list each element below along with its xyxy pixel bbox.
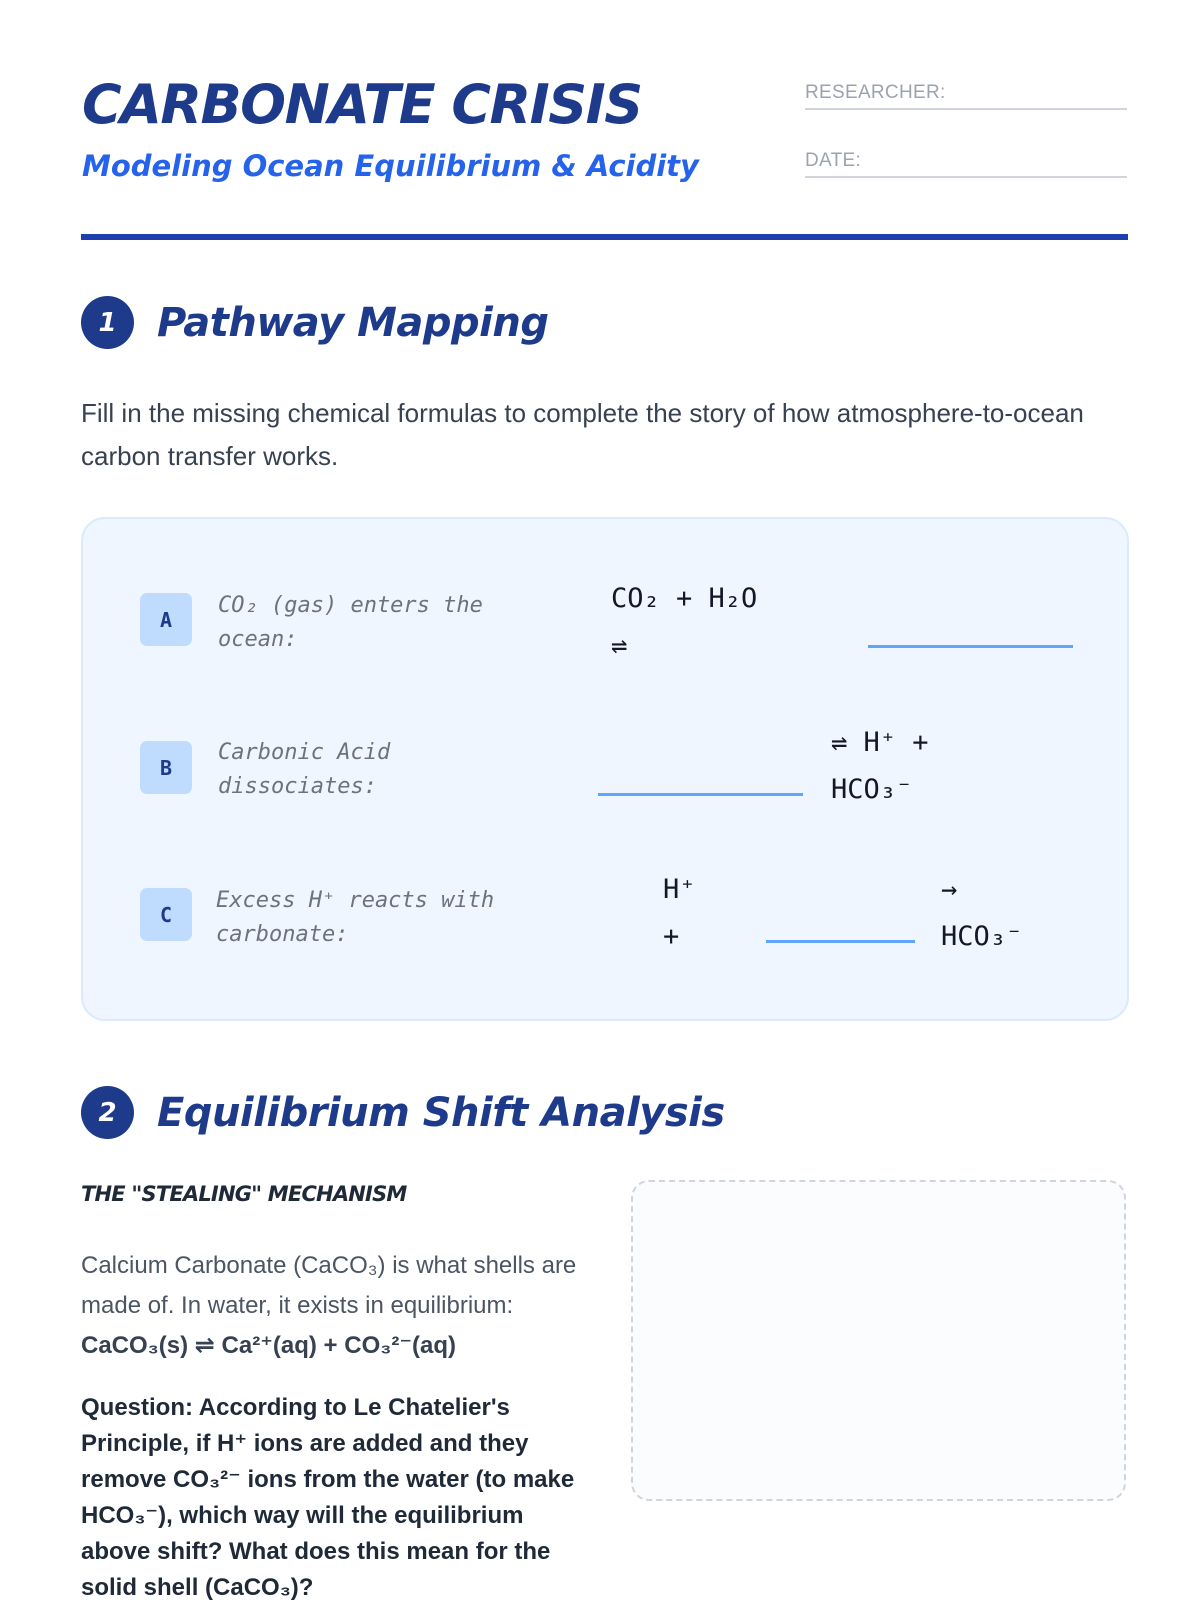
equation-a-arrow: ⇌: [611, 630, 628, 661]
page-title: CARBONATE CRISIS: [82, 73, 642, 136]
pathway-box: [81, 517, 1129, 1021]
mechanism-equation: CaCO₃(s) ⇌ Ca²⁺(aq) + CO₃²⁻(aq): [81, 1332, 456, 1359]
date-label: DATE:: [805, 150, 862, 171]
section-number-badge: 2: [81, 1086, 134, 1139]
answer-box[interactable]: [631, 1180, 1126, 1501]
section-title: Pathway Mapping: [157, 299, 549, 346]
equation-a: [611, 575, 757, 669]
researcher-field[interactable]: [805, 82, 1127, 110]
blank-a[interactable]: [868, 645, 1073, 648]
equation-c-arrow: →: [941, 874, 958, 905]
row-letter-a: A: [140, 593, 192, 646]
analysis-question: Question: According to Le Chatelier's Principle, if H⁺ ions are added and they remove CO₃²⁻ ions from the water (to make HCO₃⁻), which way will the equilibrium above shift? What does this mean for the solid shell (CaCO₃)?: [81, 1394, 575, 1601]
pathway-instructions: Fill in the missing chemical formulas to complete the story of how atmosphere-to-ocean carbon transfer works.: [81, 398, 1084, 471]
section-title: Equilibrium Shift Analysis: [157, 1089, 725, 1136]
row-label-c: Excess H⁺ reacts with carbonate:: [216, 888, 495, 947]
blank-c[interactable]: [766, 940, 915, 943]
equation-b-bicarbonate: HCO₃⁻: [831, 774, 913, 805]
equation-c-left: [663, 866, 696, 960]
researcher-label: RESEARCHER:: [805, 82, 946, 103]
blank-b[interactable]: [598, 793, 803, 796]
section-number-badge: 1: [81, 296, 134, 349]
equation-c-product: HCO₃⁻: [941, 921, 1023, 952]
row-letter-b: B: [140, 741, 192, 794]
row-label-b: Carbonic Acid dissociates:: [218, 740, 391, 799]
equation-c-right: [941, 866, 1022, 960]
mechanism-text: Calcium Carbonate (CaCO₃) is what shells are made of. In water, it exists in equilibrium:: [81, 1252, 577, 1319]
mechanism-label: THE "STEALING" MECHANISM: [81, 1182, 407, 1206]
equation-c-hydrogen: H⁺: [663, 874, 696, 905]
date-field[interactable]: [805, 150, 1127, 178]
equation-c-plus: +: [663, 921, 680, 952]
header-divider: [81, 234, 1128, 240]
equation-b-arrow-products: ⇌ H⁺ +: [831, 727, 929, 758]
row-letter-c: C: [140, 888, 192, 941]
section-pathway-heading: [81, 296, 548, 349]
equation-b: [831, 719, 929, 813]
page-subtitle: Modeling Ocean Equilibrium & Acidity: [82, 149, 699, 183]
row-label-a: CO₂ (gas) enters the ocean:: [218, 593, 483, 652]
section-equilibrium-heading: [81, 1086, 725, 1139]
equation-a-reactants: CO₂ + H₂O: [611, 583, 758, 614]
